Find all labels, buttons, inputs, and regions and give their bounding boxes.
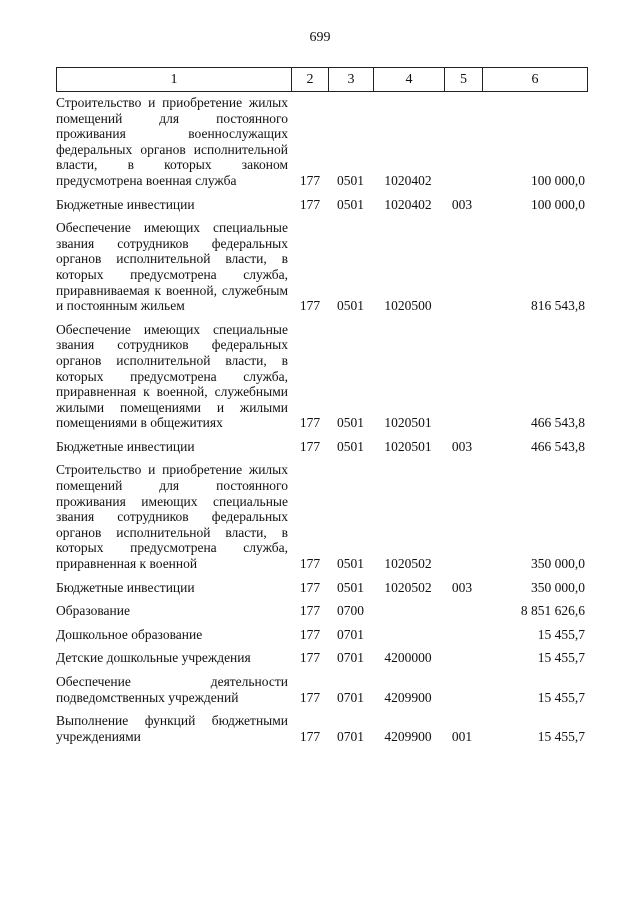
row-cell-c3: 0501 bbox=[337, 172, 364, 188]
row-cell-c4: 4209900 bbox=[384, 689, 432, 705]
row-cell-c2: 177 bbox=[299, 689, 321, 705]
row-cell-c6: 15 455,7 bbox=[537, 650, 585, 666]
header-col-6: 6 bbox=[483, 68, 588, 92]
row-name: Выполнение функций бюджетными учреждениями bbox=[56, 713, 288, 744]
row-name: Дошкольное образование bbox=[56, 626, 203, 642]
table-row bbox=[56, 454, 585, 571]
table-row bbox=[56, 431, 585, 455]
row-cell-c3: 0701 bbox=[337, 650, 364, 666]
header-col-3: 3 bbox=[329, 68, 374, 92]
table-row bbox=[56, 212, 585, 314]
row-cell-c5 bbox=[443, 595, 481, 619]
row-cell-c2: 177 bbox=[299, 556, 321, 572]
row-cell-c5 bbox=[443, 666, 481, 705]
row-cell-c2: 177 bbox=[299, 579, 321, 595]
budget-table bbox=[56, 95, 585, 744]
table-row bbox=[56, 95, 585, 189]
table-header bbox=[56, 67, 588, 92]
row-cell-c2: 177 bbox=[299, 415, 321, 431]
row-cell-c3: 0501 bbox=[337, 556, 364, 572]
header-col-1: 1 bbox=[57, 68, 292, 92]
row-name: Бюджетные инвестиции bbox=[56, 438, 195, 454]
row-cell-c6: 100 000,0 bbox=[531, 172, 585, 188]
row-cell-c5 bbox=[443, 642, 481, 666]
row-name: Бюджетные инвестиции bbox=[56, 579, 195, 595]
row-cell-c4: 1020500 bbox=[384, 298, 432, 314]
row-cell-c3: 0501 bbox=[337, 415, 364, 431]
row-cell-c5 bbox=[443, 454, 481, 571]
row-cell-c6: 15 455,7 bbox=[537, 689, 585, 705]
row-cell-c6: 816 543,8 bbox=[531, 298, 585, 314]
row-name: Строительство и приобретение жилых помещений для постоянного проживания имеющих специальные звания сотрудников федеральных органов исполнительной власти, в которых предусмотрена служба, приравненная к военной bbox=[56, 462, 288, 572]
row-cell-c2: 177 bbox=[299, 196, 321, 212]
row-cell-c5 bbox=[443, 95, 481, 189]
row-name: Детские дошкольные учреждения bbox=[56, 650, 251, 666]
table-row bbox=[56, 189, 585, 213]
row-cell-c2: 177 bbox=[299, 728, 321, 744]
row-name: Обеспечение деятельности подведомственных учреждений bbox=[56, 674, 288, 705]
row-name: Обеспечение имеющих специальные звания сотрудников федеральных органов исполнительной власти, в которых предусмотрена служба, приравненная к военной, служебными жилыми помещениями и жилыми помещениями в общежитиях bbox=[56, 321, 288, 431]
table-row bbox=[56, 314, 585, 431]
row-cell-c5: 003 bbox=[451, 579, 473, 595]
row-cell-c2: 177 bbox=[299, 172, 321, 188]
row-cell-c5 bbox=[443, 314, 481, 431]
row-cell-c2: 177 bbox=[299, 438, 321, 454]
table-row bbox=[56, 666, 585, 705]
row-cell-c4: 1020402 bbox=[384, 172, 432, 188]
row-cell-c4 bbox=[373, 595, 443, 619]
row-cell-c4: 4209900 bbox=[384, 728, 432, 744]
row-cell-c4: 1020502 bbox=[384, 579, 432, 595]
row-cell-c6: 350 000,0 bbox=[531, 556, 585, 572]
table-row bbox=[56, 572, 585, 596]
row-cell-c3: 0700 bbox=[337, 603, 364, 619]
table-row bbox=[56, 642, 585, 666]
row-cell-c3: 0701 bbox=[337, 626, 364, 642]
row-cell-c5 bbox=[443, 619, 481, 643]
row-cell-c2: 177 bbox=[299, 650, 321, 666]
row-cell-c4 bbox=[373, 619, 443, 643]
row-cell-c2: 177 bbox=[299, 298, 321, 314]
row-cell-c5: 003 bbox=[451, 438, 473, 454]
header-col-2: 2 bbox=[292, 68, 329, 92]
table-row bbox=[56, 619, 585, 643]
row-cell-c4: 1020501 bbox=[384, 438, 432, 454]
row-cell-c3: 0501 bbox=[337, 298, 364, 314]
row-cell-c6: 350 000,0 bbox=[531, 579, 585, 595]
row-name: Образование bbox=[56, 603, 130, 619]
row-cell-c4: 1020501 bbox=[384, 415, 432, 431]
row-name: Строительство и приобретение жилых помещений для постоянного проживания военнослужащих федеральных органов исполнительной власти, в которых законом предусмотрена военная служба bbox=[56, 95, 288, 188]
table-row bbox=[56, 705, 585, 744]
row-cell-c4: 1020502 bbox=[384, 556, 432, 572]
row-name: Бюджетные инвестиции bbox=[56, 196, 195, 212]
page-number: 699 bbox=[309, 30, 331, 45]
row-cell-c5 bbox=[443, 212, 481, 314]
row-cell-c6: 466 543,8 bbox=[531, 438, 585, 454]
row-cell-c4: 4200000 bbox=[384, 650, 432, 666]
row-cell-c3: 0501 bbox=[337, 579, 364, 595]
row-cell-c3: 0701 bbox=[337, 689, 364, 705]
row-cell-c6: 100 000,0 bbox=[531, 196, 585, 212]
row-cell-c5: 001 bbox=[451, 728, 473, 744]
row-cell-c3: 0501 bbox=[337, 196, 364, 212]
row-cell-c2: 177 bbox=[299, 603, 321, 619]
row-cell-c4: 1020402 bbox=[384, 196, 432, 212]
row-cell-c3: 0701 bbox=[337, 728, 364, 744]
row-cell-c3: 0501 bbox=[337, 438, 364, 454]
table-row bbox=[56, 595, 585, 619]
header-col-4: 4 bbox=[374, 68, 445, 92]
row-cell-c2: 177 bbox=[299, 626, 321, 642]
row-cell-c6: 466 543,8 bbox=[531, 415, 585, 431]
row-cell-c6: 15 455,7 bbox=[537, 626, 585, 642]
row-cell-c5: 003 bbox=[451, 196, 473, 212]
row-cell-c6: 15 455,7 bbox=[537, 728, 585, 744]
header-col-5: 5 bbox=[445, 68, 483, 92]
row-name: Обеспечение имеющих специальные звания сотрудников федеральных органов исполнительной власти, в которых предусмотрена служба, приравниваемая к военной, служебным и постоянным жильем bbox=[56, 220, 288, 314]
row-cell-c6: 8 851 626,6 bbox=[520, 603, 585, 619]
